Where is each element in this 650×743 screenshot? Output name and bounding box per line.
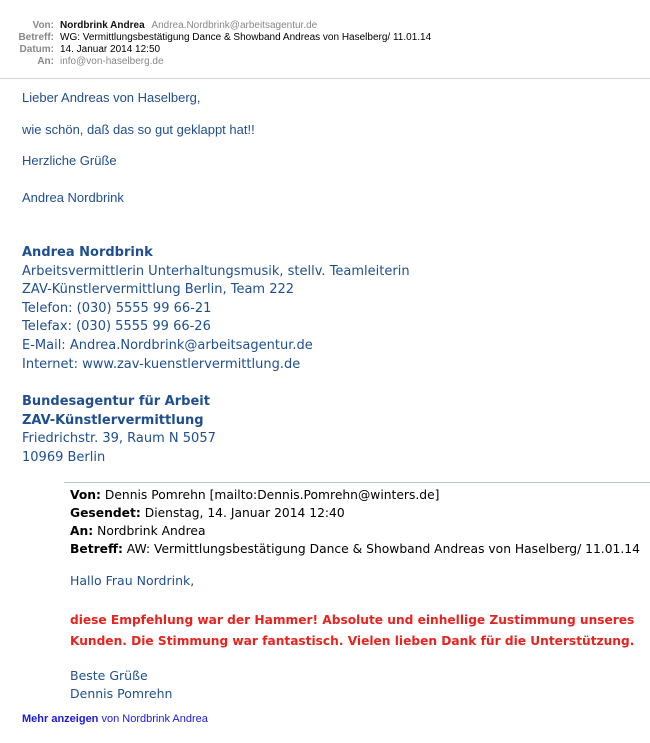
sender-name[interactable]: Nordbrink Andrea: [60, 20, 145, 31]
forwarded-subject: AW: Vermittlungsbestätigung Dance & Showband Andreas von Haselberg/ 11.01.14: [126, 542, 640, 556]
show-more-row: [22, 713, 208, 725]
greeting: Lieber Andreas von Haselberg,: [22, 90, 201, 105]
header-date: 14. Januar 2014 12:50: [60, 44, 161, 55]
forwarded-sent: Dienstag, 14. Januar 2014 12:40: [144, 506, 345, 520]
forwarded-sent-label: Gesendet:: [70, 506, 141, 520]
organization-block: [22, 393, 216, 467]
header-date-row: [0, 44, 650, 56]
forwarded-sent-row: [70, 504, 640, 522]
header-divider: [0, 78, 650, 79]
header-from-label: Von:: [32, 20, 54, 31]
signature-phone: Telefon: (030) 5555 99 66-21: [22, 300, 212, 316]
sender-address[interactable]: Andrea.Nordbrink@arbeitsagentur.de: [151, 20, 318, 31]
forwarded-from-row: [70, 486, 640, 504]
signature-name: Andrea Nordbrink: [22, 245, 153, 260]
signature-block: [22, 244, 410, 374]
message-text: wie schön, daß das so gut geklappt hat!!: [22, 122, 255, 137]
quoted-signer: Dennis Pomrehn: [70, 686, 173, 701]
org-name: Bundesagentur für Arbeit: [22, 394, 210, 409]
forwarded-to-row: [70, 522, 640, 540]
recipient-address[interactable]: info@von-haselberg.de: [60, 56, 164, 67]
forwarded-to-label: An:: [70, 524, 94, 538]
forwarded-subject-label: Betreff:: [70, 542, 123, 556]
forwarded-to: Nordbrink Andrea: [97, 524, 206, 538]
signature-role: Arbeitsvermittlerin Unterhaltungsmusik, stellv. Teamleiterin: [22, 263, 410, 279]
org-street: Friedrichstr. 39, Raum N 5057: [22, 431, 216, 447]
quoted-highlight-line-2: Kunden. Die Stimmung war fantastisch. Vielen lieben Dank für die Unterstützung.: [70, 634, 635, 648]
closing: Herzliche Grüße: [22, 153, 117, 168]
forwarded-from-label: Von:: [70, 488, 101, 502]
signoff-name: Andrea Nordbrink: [22, 190, 124, 205]
forwarded-subject-row: [70, 540, 640, 558]
header-to-label: An:: [37, 56, 54, 67]
signature-fax: Telefax: (030) 5555 99 66-26: [22, 319, 211, 335]
org-unit: ZAV-Künstlervermittlung: [22, 412, 204, 428]
forwarded-header: [70, 486, 640, 558]
signature-email: E-Mail: Andrea.Nordbrink@arbeitsagentur.de: [22, 337, 313, 353]
mail-header: [0, 20, 650, 68]
quoted-highlight-line-1: diese Empfehlung war der Hammer! Absolute und einhellige Zustimmung unseres: [70, 613, 635, 627]
org-city: 10969 Berlin: [22, 449, 106, 465]
show-more-link[interactable]: Mehr anzeigen: [22, 713, 99, 725]
show-more-from: von Nordbrink Andrea: [101, 713, 208, 725]
quoted-greeting: Hallo Frau Nordrink,: [70, 573, 195, 588]
quote-divider: [64, 482, 650, 483]
header-subject: WG: Vermittlungsbestätigung Dance & Showband Andreas von Haselberg/ 11.01.14: [60, 32, 432, 43]
header-from-row: [0, 20, 650, 32]
quoted-highlight: [70, 610, 634, 652]
header-subject-label: Betreff:: [18, 32, 54, 43]
signature-web: Internet: www.zav-kuenstlervermittlung.de: [22, 356, 301, 372]
forwarded-from: Dennis Pomrehn [mailto:Dennis.Pomrehn@winters.de]: [104, 488, 440, 502]
quoted-closing: Beste Grüße: [70, 668, 148, 683]
header-subject-row: [0, 32, 650, 44]
header-date-label: Datum:: [19, 44, 54, 55]
header-to-row: [0, 56, 650, 68]
signature-unit: ZAV-Künstlervermittlung Berlin, Team 222: [22, 282, 295, 298]
